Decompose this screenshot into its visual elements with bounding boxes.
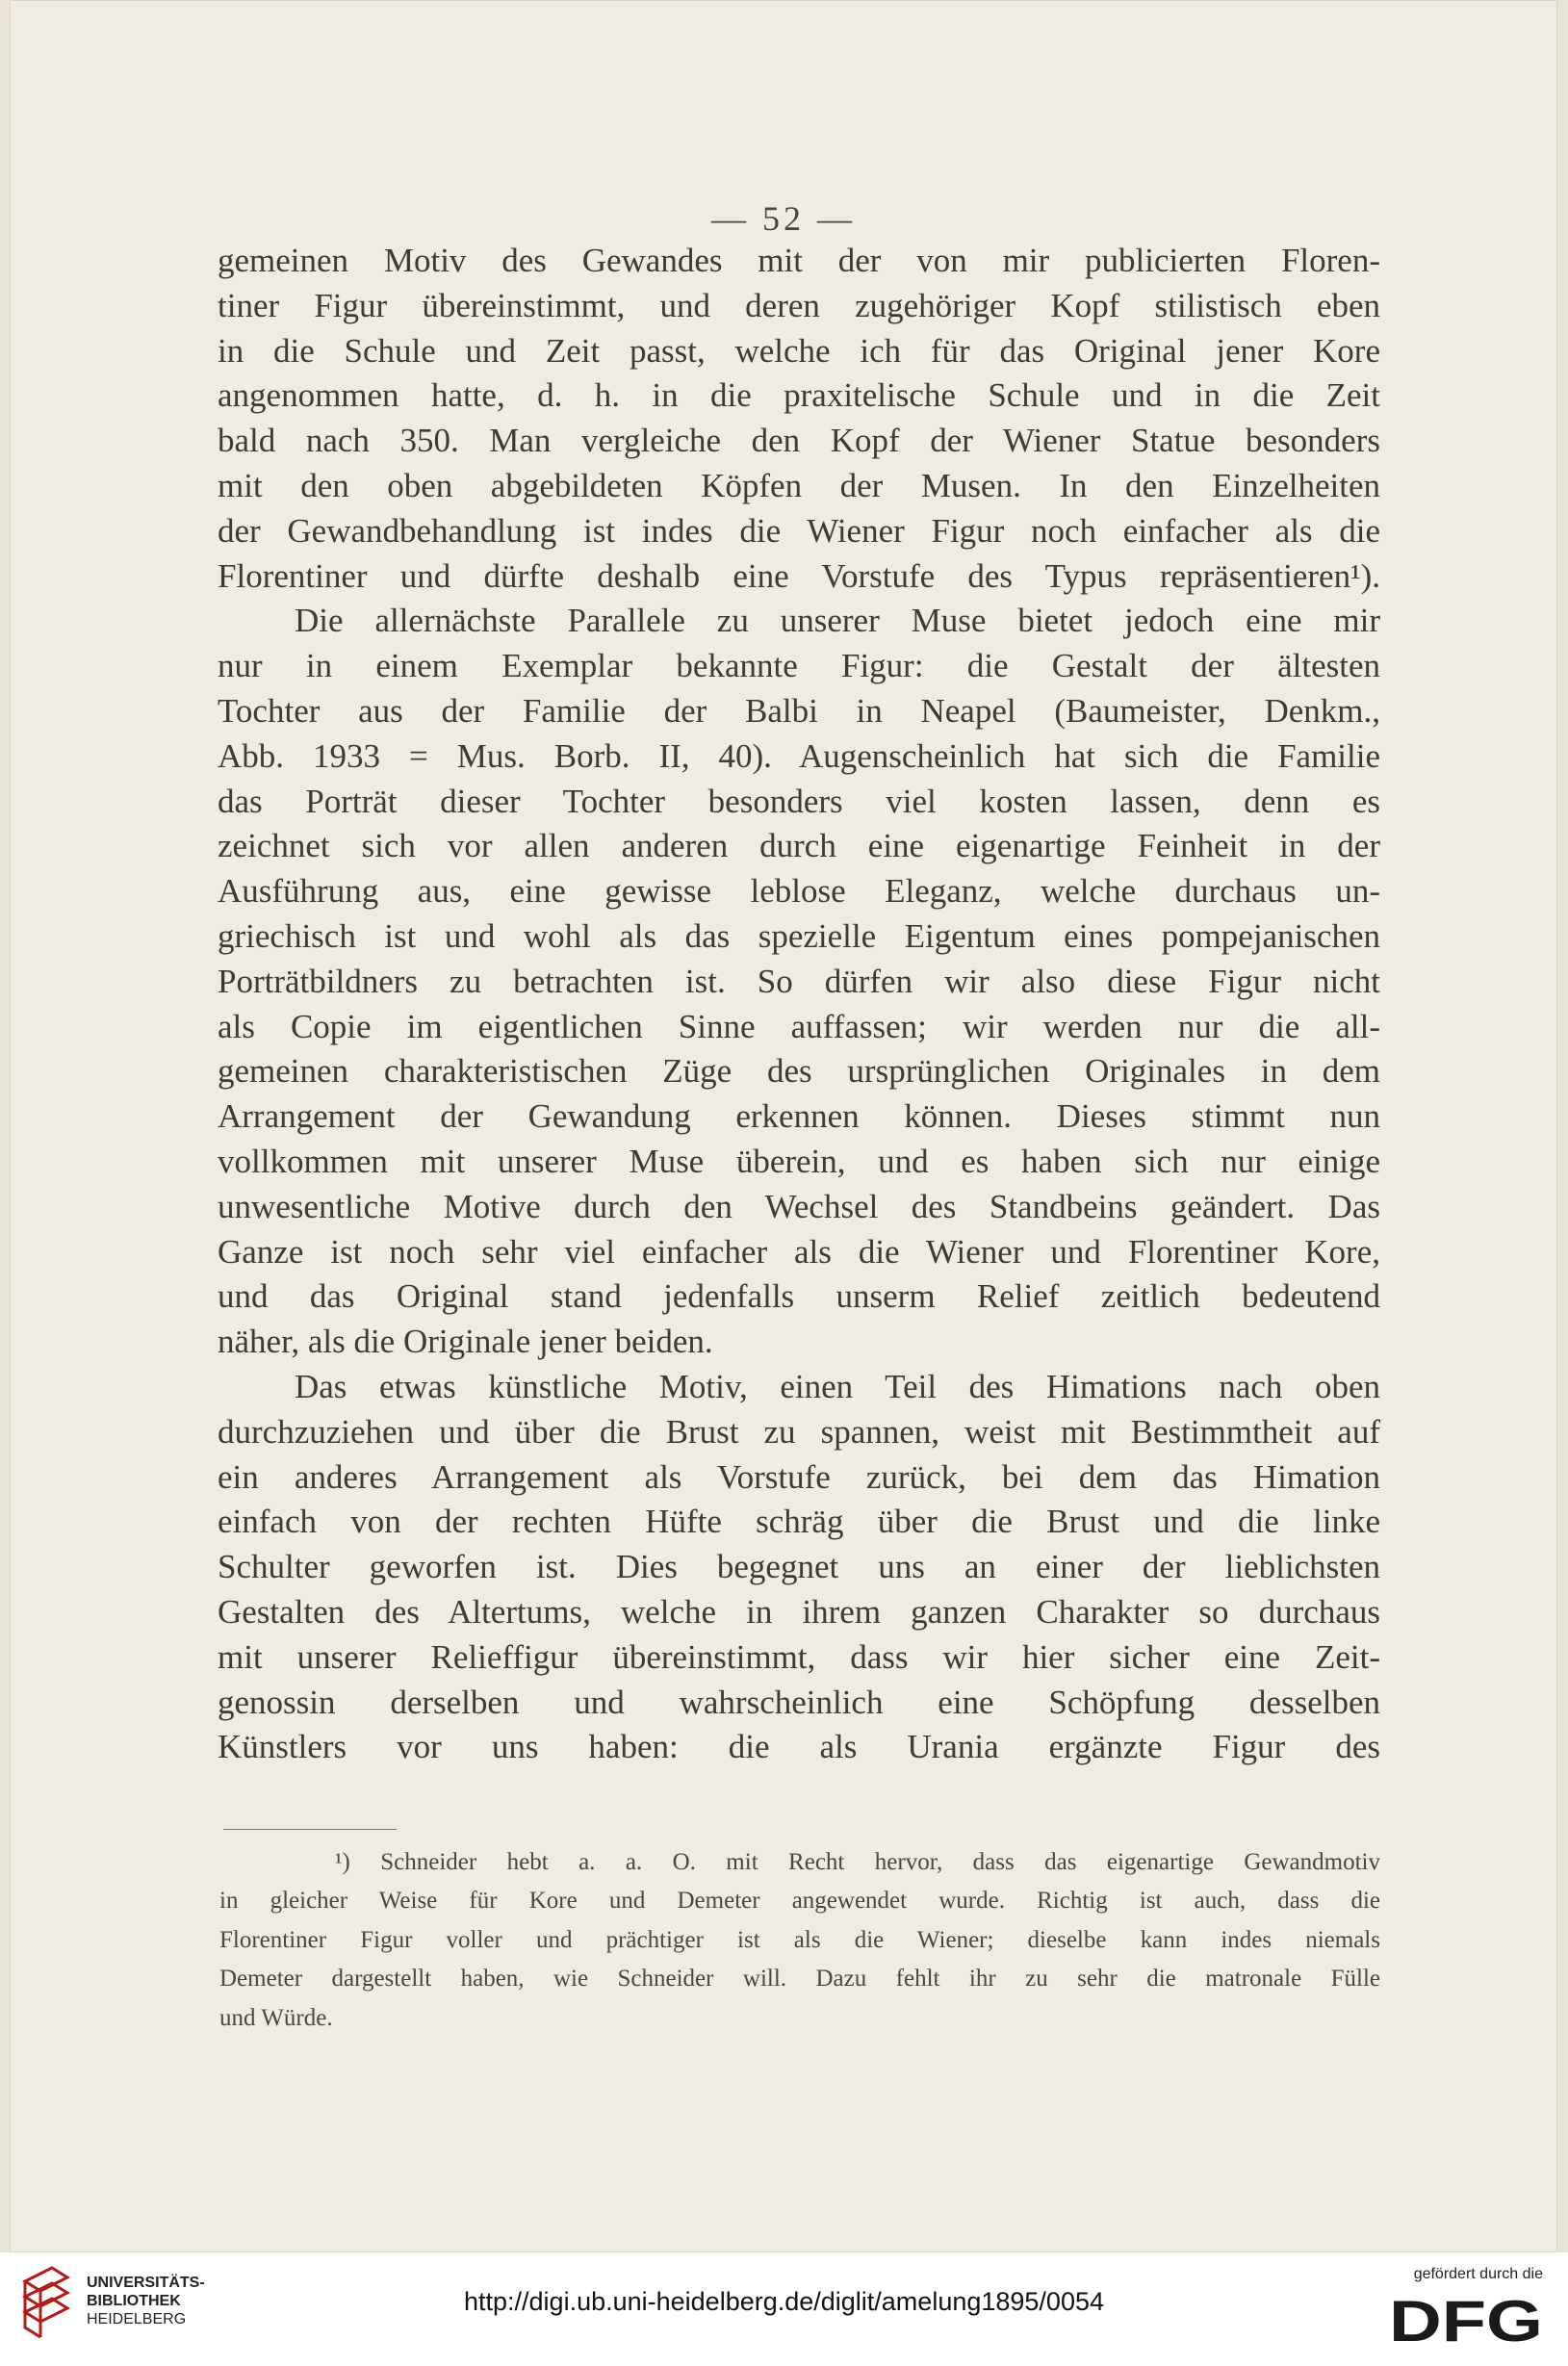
text-line: bald nach 350. Man vergleiche den Kopf der Wiener Statue besonders [218,422,1380,460]
text-line: Arrangement der Gewandung erkennen können. Dieses stimmt nun [218,1097,1380,1136]
text-line: genossin derselben und wahrscheinlich eine Schöpfung desselben [218,1683,1380,1721]
text-line: Das etwas künstliche Motiv, einen Teil des Himations nach oben [295,1367,1380,1405]
text-line: angenommen hatte, d. h. in die praxitelische Schule und in die Zeit [218,376,1380,415]
library-name-line: HEIDELBERG [87,2311,187,2327]
funding-caption: gefördert durch die [1413,2266,1543,2282]
text-line: näher, als die Originale jener beiden. [218,1323,713,1361]
text-line: ein anderes Arrangement als Vorstufe zurück, bei dem das Himation [218,1457,1380,1496]
footnote-line: Florentiner Figur voller und prächtiger ist als die Wiener; dieselbe kann indes niemals [219,1926,1380,1953]
page-number: — 52 — [711,199,856,238]
text-line: das Porträt dieser Tochter besonders viel kosten lassen, denn es [218,782,1380,820]
library-name-line: UNIVERSITÄTS- [87,2275,205,2291]
text-line: Abb. 1933 = Mus. Borb. II, 40). Augenscheinlich hat sich die Familie [218,736,1380,775]
text-line: durchzuziehen und über die Brust zu spannen, weist mit Bestimmtheit auf [218,1412,1380,1451]
text-line: zeichnet sich vor allen anderen durch eine eigenartige Feinheit in der [218,827,1380,865]
text-line: mit unserer Relieffigur übereinstimmt, dass wir hier sicher eine Zeit- [218,1637,1380,1676]
permalink-url[interactable]: http://digi.ub.uni-heidelberg.de/diglit/amelung1895/0054 [464,2287,1104,2316]
dfg-logo-text: DFG [1389,2293,1543,2347]
text-line: der Gewandbehandlung ist indes die Wiener Figur noch einfacher als die [218,511,1380,550]
text-line: gemeinen Motiv des Gewandes mit der von mir publicierten Floren- [218,242,1380,279]
text-line: Die allernächste Parallele zu unserer Muse bietet jedoch eine mir [295,602,1380,640]
footnote-line: ¹) Schneider hebt a. a. O. mit Recht hervor, dass das eigenartige Gewandmotiv [335,1849,1380,1875]
text-line: vollkommen mit unserer Muse überein, und es haben sich nur einige [218,1142,1380,1180]
text-line: tiner Figur übereinstimmt, und deren zugehöriger Kopf stilistisch eben [218,286,1380,324]
body-text [218,239,1380,1770]
book-page [10,0,1557,2252]
text-line: nur in einem Exemplar bekannte Figur: die Gestalt der ältesten [218,647,1380,685]
viewer-footer [0,2252,1568,2366]
text-line: und das Original stand jedenfalls unserm Relief zeitlich bedeutend [218,1277,1380,1316]
dfg-logo-icon [1389,2293,1543,2347]
text-line: Florentiner und dürfte deshalb eine Vorstufe des Typus repräsentieren¹). [218,556,1380,595]
footnote-line: in gleicher Weise für Kore und Demeter angewendet wurde. Richtig ist auch, dass die [219,1888,1380,1915]
text-line: einfach von der rechten Hüfte schräg über die Brust und die linke [218,1503,1380,1541]
text-line: Schulter geworfen ist. Dies begegnet uns an einer der lieblichsten [218,1548,1380,1586]
text-line: griechisch ist und wohl als das spezielle Eigentum eines pompejanischen [218,916,1380,955]
text-line: Ganze ist noch sehr viel einfacher als die Wiener und Florentiner Kore, [218,1232,1380,1271]
text-line: Gestalten des Altertums, welche in ihrem ganzen Charakter so durchaus [218,1592,1380,1631]
footnote-line: und Würde. [219,2004,333,2031]
text-line: Ausführung aus, eine gewisse leblose Eleganz, welche durchaus un- [218,872,1380,911]
text-line: Porträtbildners zu betrachten ist. So dürfen wir also diese Figur nicht [218,962,1380,1000]
text-line: Tochter aus der Familie der Balbi in Neapel (Baumeister, Denkm., [218,691,1380,730]
text-line: in die Schule und Zeit passt, welche ich für das Original jener Kore [218,331,1380,370]
text-line: gemeinen charakteristischen Züge des ursprünglichen Originales in dem [218,1052,1380,1091]
text-line: als Copie im eigentlichen Sinne auffassen; wir werden nur die all- [218,1007,1380,1045]
text-line: mit den oben abgebildeten Köpfen der Musen. In den Einzelheiten [218,466,1380,504]
footnote-divider [223,1829,397,1830]
text-line: unwesentliche Motive durch den Wechsel des Standbeins geändert. Das [218,1187,1380,1225]
footnote-line: Demeter dargestellt haben, wie Schneider will. Dazu fehlt ihr zu sehr die matronale Fülle [219,1966,1380,1993]
footnotes [219,1843,1380,2038]
text-line: Künstlers vor uns haben: die als Urania ergänzte Figur des [218,1728,1380,1766]
library-name-line: BIBLIOTHEK [87,2293,181,2309]
